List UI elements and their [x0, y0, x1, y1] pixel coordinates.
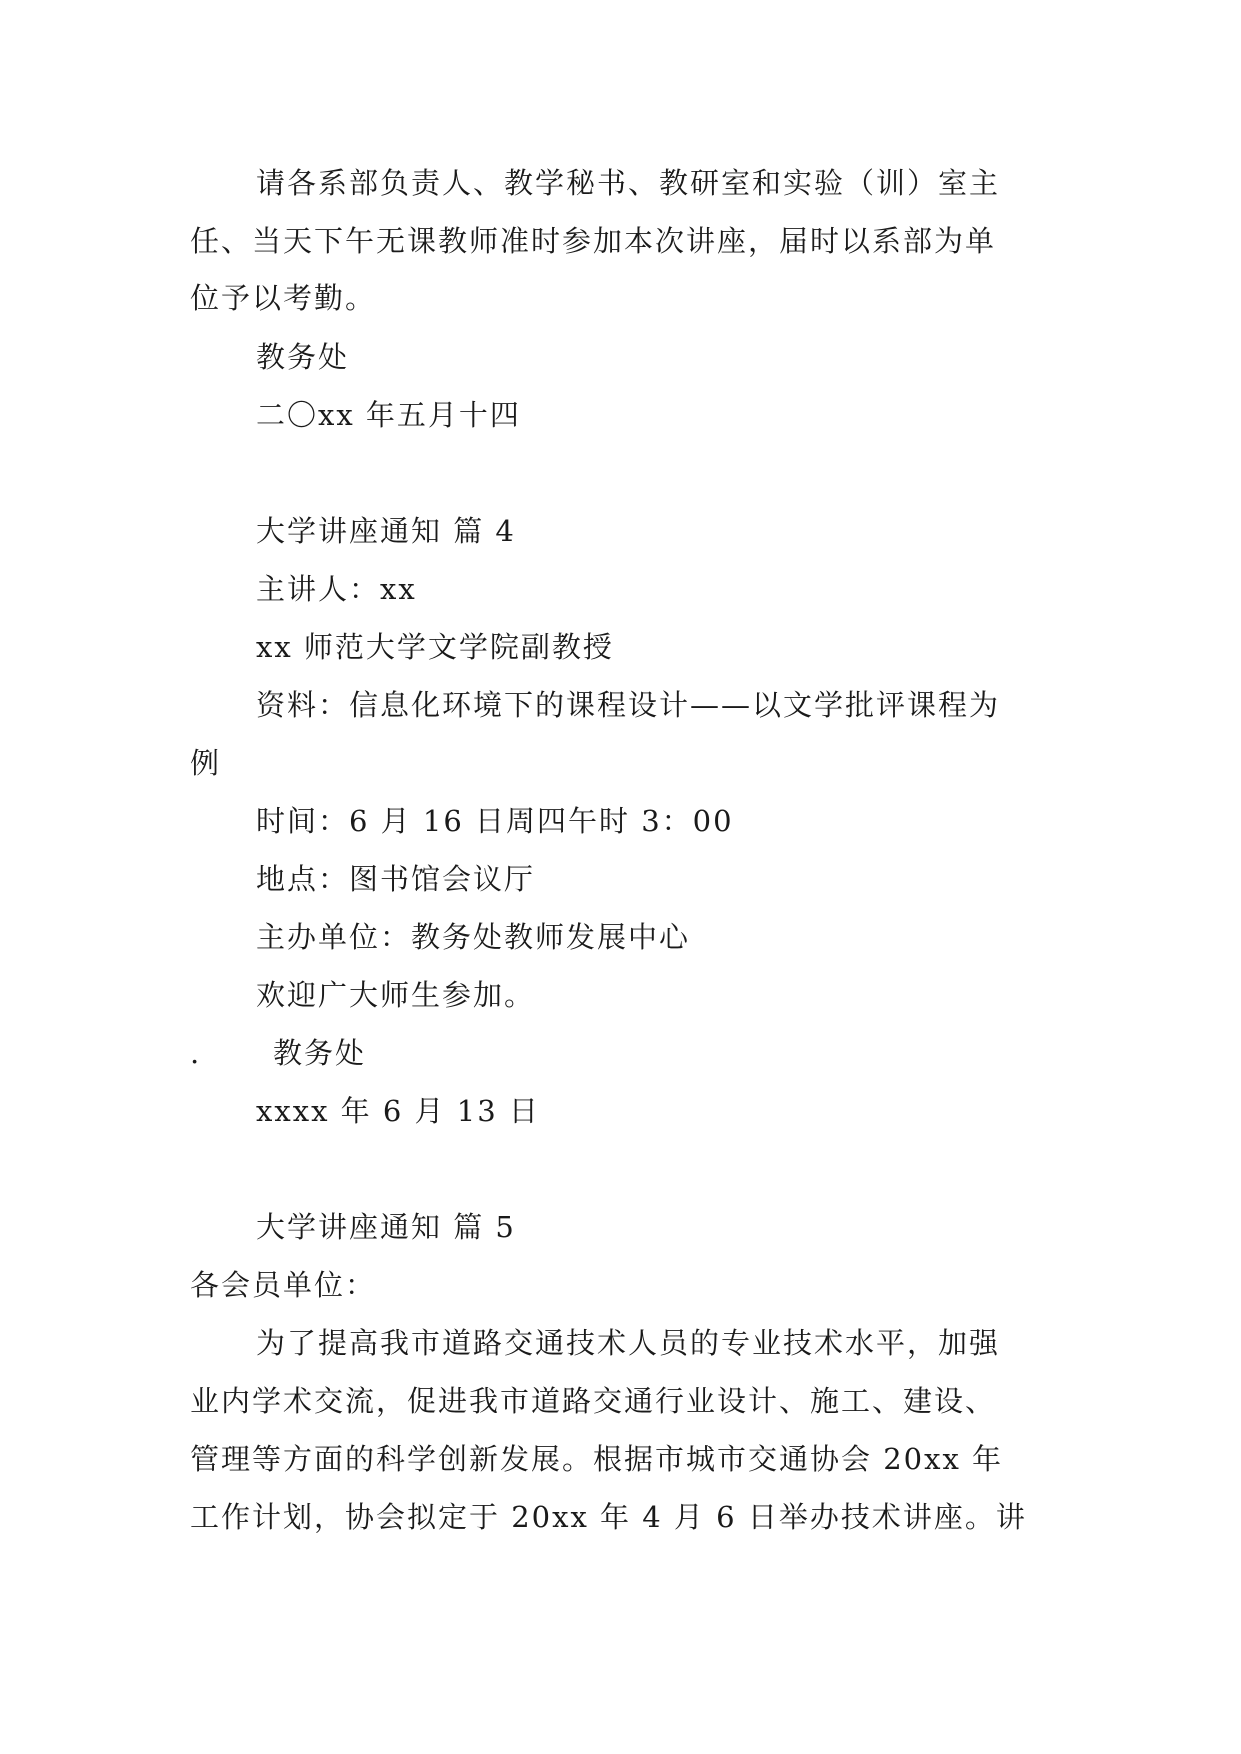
date: xxxx 年 6 月 13 日: [256, 1094, 540, 1128]
paragraph-line: 管理等方面的科学创新发展。根据市城市交通协会 20xx 年: [190, 1442, 1004, 1476]
speaker-title: xx 师范大学文学院副教授: [256, 630, 614, 664]
signature: 教务处: [273, 1036, 367, 1070]
section-heading: 大学讲座通知 篇 5: [256, 1210, 516, 1244]
paragraph-line: 为了提高我市道路交通技术人员的专业技术水平，加强: [256, 1326, 1001, 1360]
organizer: 主办单位：教务处教师发展中心: [256, 920, 691, 954]
welcome: 欢迎广大师生参加。: [256, 978, 536, 1012]
paragraph-line: 工作计划，协会拟定于 20xx 年 4 月 6 日举办技术讲座。讲: [190, 1500, 1027, 1534]
place: 地点：图书馆会议厅: [256, 862, 536, 896]
date: 二〇xx 年五月十四: [256, 398, 521, 432]
paragraph-line: 位予以考勤。: [190, 281, 377, 315]
topic-line: 例: [190, 746, 222, 780]
signature: 教务处: [256, 340, 350, 374]
paragraph-line: 请各系部负责人、教学秘书、教研室和实验（训）室主: [256, 166, 1001, 200]
section-heading: 大学讲座通知 篇 4: [256, 514, 516, 548]
time: 时间：6 月 16 日周四午时 3：00: [256, 804, 734, 838]
speaker: 主讲人：xx: [256, 572, 417, 606]
paragraph-line: 任、当天下午无课教师准时参加本次讲座，届时以系部为单: [190, 224, 997, 258]
stray-dot: .: [190, 1036, 200, 1070]
paragraph-line: 业内学术交流，促进我市道路交通行业设计、施工、建设、: [190, 1384, 997, 1418]
topic-line: 资料：信息化环境下的课程设计——以文学批评课程为: [256, 688, 1001, 722]
salutation: 各会员单位：: [190, 1268, 377, 1302]
